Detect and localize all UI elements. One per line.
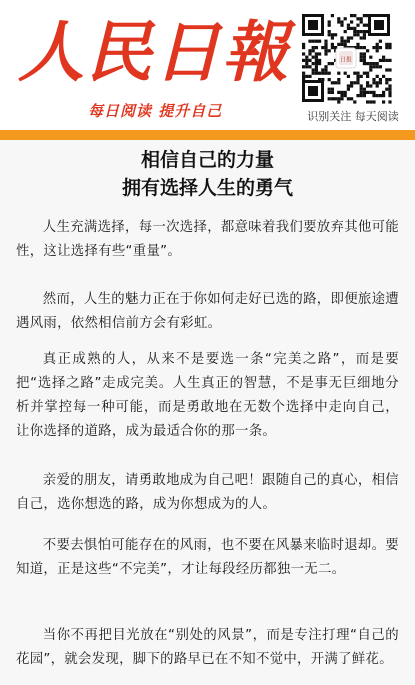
article-paragraph-5: 不要去惧怕可能存在的风雨，也不要在风暴来临时退却。要知道，正是这些“不完美”，才让每段经历都独一无二。 — [16, 538, 399, 577]
qr-center-label: 日报 — [339, 56, 353, 64]
qr-code-icon[interactable] — [300, 12, 392, 104]
article-paragraph-4: 亲爱的朋友，请勇敢地成为自己吧！跟随自己的真心，相信自己，选你想选的路，成为你想成为的人。 — [16, 473, 399, 512]
article-paragraph-1: 人生充满选择，每一次选择，都意味着我们要放弃其他可能性，这让选择有些“重量”。 — [16, 220, 399, 259]
header — [0, 0, 415, 132]
masthead-logo: 人民日報 — [18, 13, 290, 91]
article-title-line-2: 拥有选择人生的勇气 — [121, 177, 293, 199]
article-paragraph-2: 然而，人生的魅力正在于你如何走好已选的路，即便旅途遭遇风雨，依然相信前方会有彩虹。 — [16, 292, 399, 331]
article-paragraph-6: 当你不再把目光放在“别处的风景”，而是专注打理“自己的花园”，就会发现，脚下的路早已在不知不觉中，开满了鲜花。 — [16, 628, 399, 667]
qr-caption: 识别关注 每天阅读 — [307, 110, 399, 123]
article-paragraph-3: 真正成熟的人，从来不是要选一条“完美之路”，而是要把“选择之路”走成完美。人生真正的智慧，不是事无巨细地分析并掌控每一种可能，而是勇敢地在无数个选择中走向自己，让你选择的道路，成为最适合你的那一条。 — [16, 352, 399, 439]
article-title — [0, 146, 415, 202]
article-title-line-1: 相信自己的力量 — [140, 149, 274, 171]
orange-divider-bar — [0, 130, 415, 140]
article-content — [0, 140, 415, 685]
slogan: 每日阅读 提升自己 — [88, 102, 223, 120]
